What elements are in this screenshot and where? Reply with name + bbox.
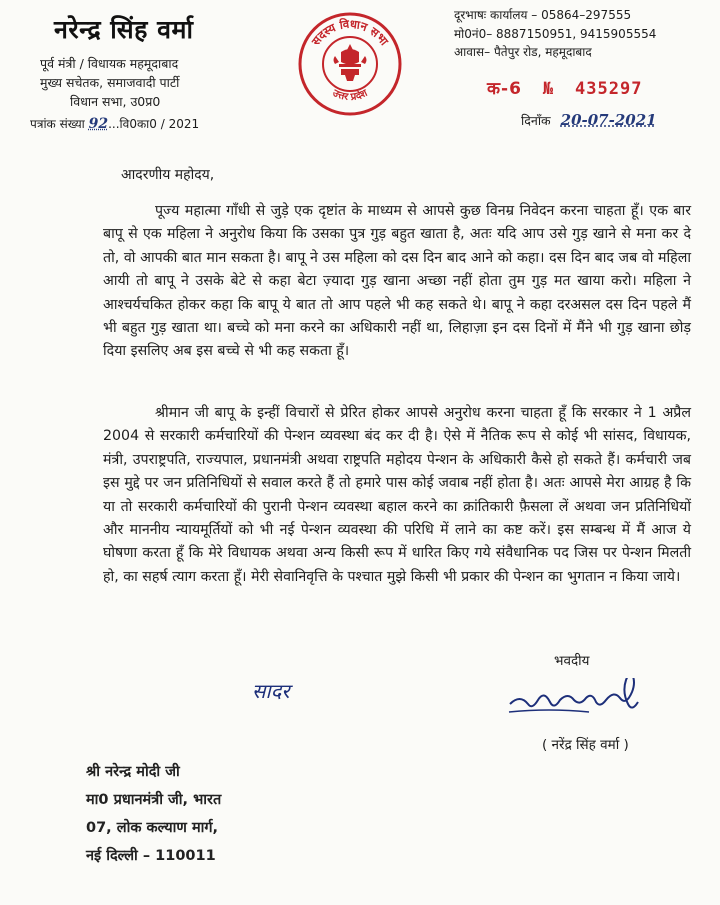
addressee-line: नई दिल्ली – 110011 [86,848,216,864]
salutation: आदरणीय महोदय, [121,167,215,183]
closing: भवदीय [554,653,590,669]
addressee-line: 07, लोक कल्याण मार्ग, [86,820,219,836]
ref-suffix: ...वि0का0 / 2021 [108,117,200,131]
letterhead-left [40,12,290,111]
serial-no-label: № [542,79,555,99]
designation-line: मुख्य सचेतक, समाजवादी पार्टी [40,75,180,90]
addressee-block [86,758,221,870]
emblem-bottom-text: उत्तर प्रदेश [330,87,370,104]
contact-line: आवास– पैतेपुर रोड, महमूदाबाद [454,45,592,59]
ref-label: पत्रांक संख्या [30,117,85,131]
emblem-top-text: सदस्य विधान सभा [308,16,392,48]
date-line [521,111,657,129]
vidhan-sabha-emblem [295,8,405,120]
signer-name: ( नरेंद्र सिंह वर्मा ) [542,737,629,753]
addressee-line: श्री नरेन्द्र मोदी जी [86,764,180,780]
signature [505,678,665,722]
svg-text:सादर: सादर [252,679,290,703]
paragraph-2-text: श्रीमान जी बापू के इन्हीं विचारों से प्रेरित होकर आपसे अनुरोध करना चाहता हूँ कि सरकार ने 1 अप्रैल 2004 से सरकारी कर्मचारियों की पेन्शन व्यवस्था बंद कर दी है। ऐसे में नैतिक रूप से कोई भी सांसद, विधायक, मंत्री, उपराष्ट्रपति, राज्यपाल, प्रधानमंत्री अथवा राष्ट्रपति महोदय पेन्शन के अधिकारी कैसे हो सकते हैं। कर्मचारी जब इस मुद्दे पर जन प्रतिनिधियों से सवाल करते हैं तो हमारे पास कोई जवाब नहीं होता है। अतः आपसे मेरा आग्रह है कि या तो सरकारी कर्मचारियों की पुरानी पेन्शन व्यवस्था बहाल करने का क्रांतिकारी फ़ैसला लें अथवा जन प्रतिनिधियों और माननीय न्यायमूर्तियों को भी नई पेन्शन व्यवस्था की परिधि में लाने का कष्ट करें। इस सम्बन्ध में मैं आज ये घोषणा करता हूँ कि मेरे विधायक अथवा अन्य किसी रूप में धारित किए गये संवैधानिक पद जिस पर पेन्शन मिलती हो, का सहर्ष त्याग करता हूँ। मेरी सेवानिवृत्ति के पश्चात मुझे किसी भी प्रकार की पेन्शन का भुगतान न किया जाये। [103,405,691,585]
designation-line: विधान सभा, उ0प्र0 [70,94,161,109]
contact-line: दूरभाषः कार्यालय – 05864–297555 [454,8,632,22]
designation-line: पूर्व मंत्री / विधायक महमूदाबाद [40,56,179,71]
ref-number: 92 [88,116,109,132]
addressee-line: मा0 प्रधानमंत्री जी, भारत [86,792,222,808]
saadar-handwritten [250,676,330,706]
serial-prefix: क-6 [487,79,522,99]
reference-number [30,115,199,132]
paragraph-1-text: पूज्य महात्मा गाँधी से जुड़े एक दृष्टांत के माध्यम से आपसे कुछ विनम्र निवेदन करना चाहता हूँ। एक बार बापू से एक महिला ने अनुरोध किया कि उसका पुत्र गुड़ बहुत खाता है, अतः यदि आप उसे गुड़ खाने से मना कर दे तो, वो आपकी बात मान सकता है। बापू ने उस महिला को दस दिन बाद आने को कहा। दस दिन बाद जब वो महिला आयी तो बापू ने उसके बेटे से कहा बेटा ज़्यादा गुड़ खाना अच्छा नहीं होता तुम गुड़ मत खाया करो। महिला ने आश्चर्यचकित होकर कहा कि बापू ये बात तो आप पहले भी कह सकते थे। बापू ने कहा दरअसल दस दिन पहले मैं भी बहुत गुड़ खाता था। बच्चे को मना करने का अधिकारी नहीं था, लिहाज़ा इन दस दिनों में मैंने भी गुड़ खाना छोड़ दिया इसलिए अब इस बच्चे से भी कह सकता हूँ। [103,203,691,360]
sender-name: नरेन्द्र सिंह वर्मा [54,15,194,44]
letterhead-right [454,6,716,62]
contact-line: मो0नं0– 8887150951, 9415905554 [454,26,657,41]
serial-value: 435297 [575,79,643,99]
date-value: 20-07-2021 [560,111,657,129]
lion-capital-icon [334,44,367,81]
paragraph-1 [103,200,691,364]
serial-number [487,76,642,99]
date-label: दिनाँक [521,113,551,128]
paragraph-2 [103,402,691,589]
